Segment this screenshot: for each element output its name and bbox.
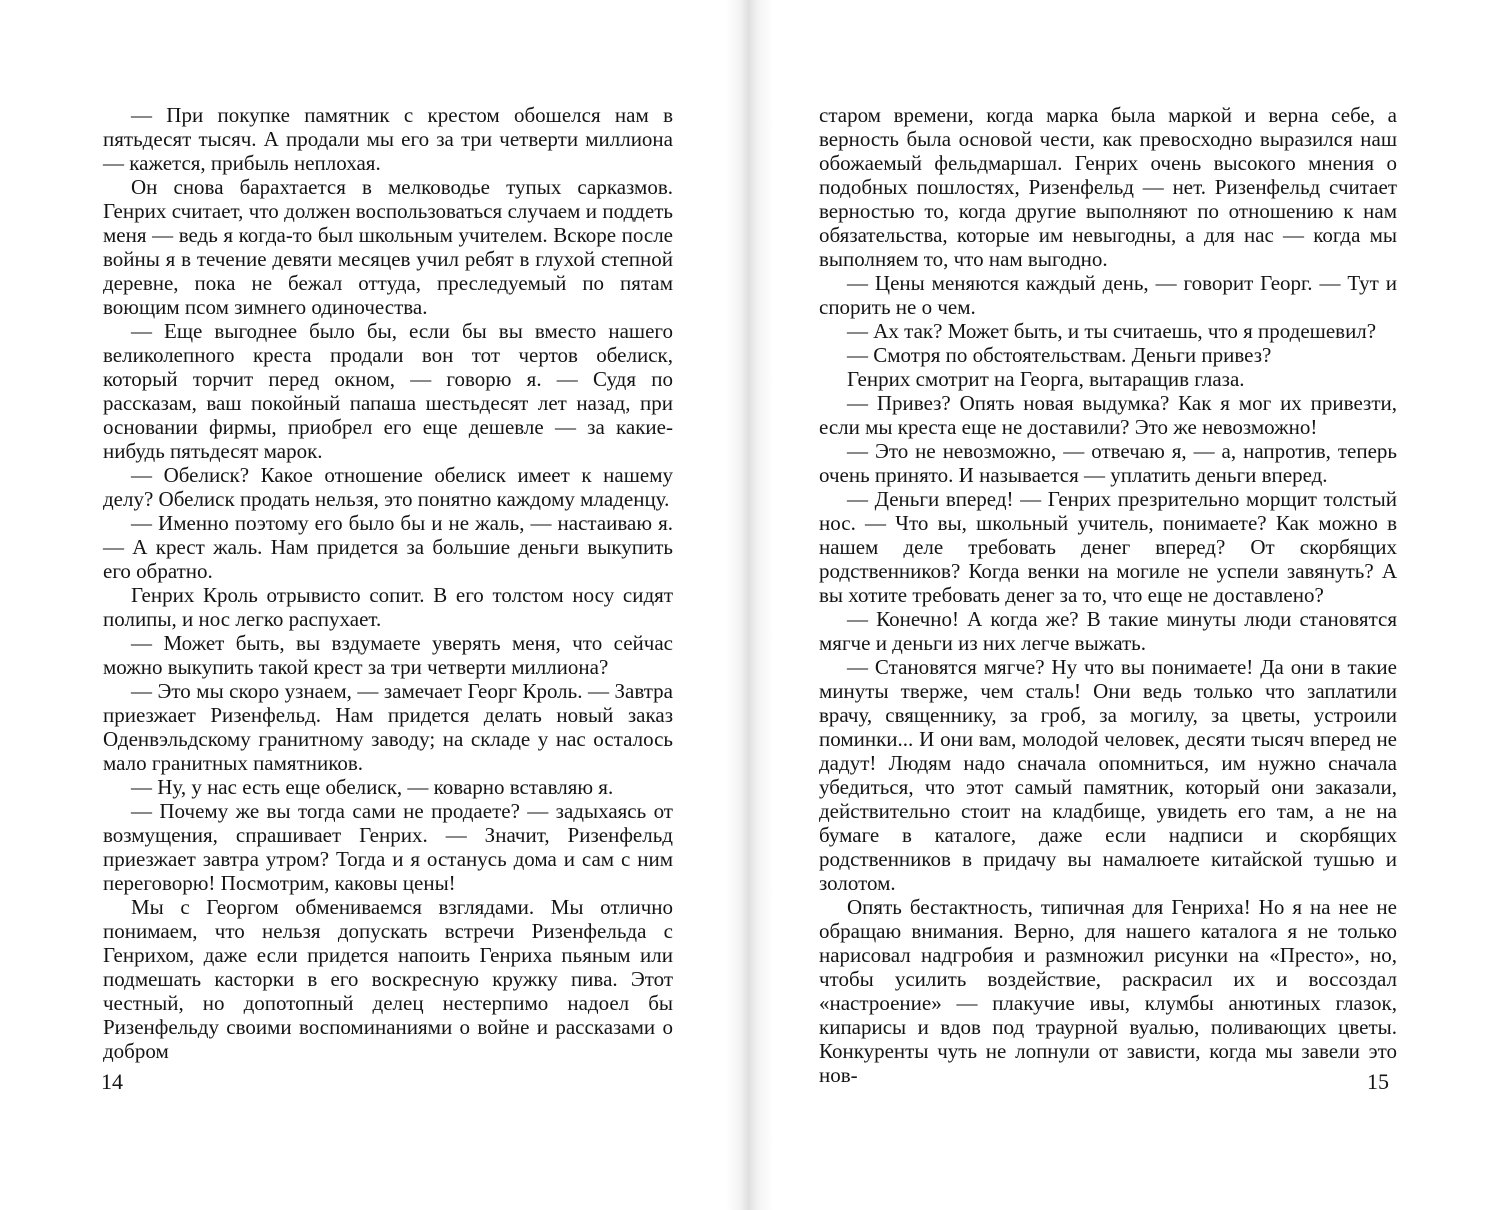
paragraph-continued: старом времени, когда марка была маркой и верна себе, а верность была основой чести, как превосходно выразился наш обожаемый фельдмаршал. Генрих очень высокого мнения о подобных пошлостях, Ризенфельд — нет. Ризенфельд считает верностью то, когда другие выполняют по отношению к нам обязательства, которые им невыгодны, а для нас — когда мы выполняем то, что нам выгодно. xyxy=(819,103,1397,271)
paragraph: — Может быть, вы вздумаете уверять меня, что сейчас можно выкупить такой крест за три четверти миллиона? xyxy=(103,631,673,679)
paragraph: — Становятся мягче? Ну что вы понимаете! Да они в такие минуты тверже, чем сталь! Они ведь только что заплатили врачу, священнику, за гроб, за могилу, за цветы, устроили поминки... И они вам, молодой человек, десяти тысяч вперед не дадут! Людям надо сначала опомниться, им нужно сначала убедиться, что этот самый памятник, который они заказали, действительно стоит на кладбище, увидеть его там, а не на бумаге в каталоге, даже если надписи и скорбящих родственников в придачу вы намалюете китайской тушью и золотом. xyxy=(819,655,1397,895)
paragraph: — Привез? Опять новая выдумка? Как я мог их привезти, если мы креста еще не доставили? Это же невозможно! xyxy=(819,391,1397,439)
paragraph: — Это мы скоро узнаем, — замечает Георг Кроль. — Завтра приезжает Ризенфельд. Нам придется делать новый заказ Оденвэльдскому гранитному заводу; на складе у нас осталось мало гранитных памятников. xyxy=(103,679,673,775)
paragraph: Генрих смотрит на Георга, вытаращив глаза. xyxy=(847,367,1245,391)
left-page-text xyxy=(103,103,673,1063)
paragraph: — При покупке памятник с крестом обошелся нам в пятьдесят тысяч. А продали мы его за три четверти миллиона — кажется, прибыль неплохая. xyxy=(103,103,673,175)
left-page xyxy=(0,0,745,1210)
page-number-right: 15 xyxy=(1367,1069,1389,1094)
paragraph: — Цены меняются каждый день, — говорит Георг. — Тут и спорить не о чем. xyxy=(819,271,1397,319)
page-number-left: 14 xyxy=(101,1069,123,1094)
paragraph: Генрих Кроль отрывисто сопит. В его толстом носу сидят полипы, и нос легко распухает. xyxy=(103,583,673,631)
paragraph: — Это не невозможно, — отвечаю я, — а, напротив, теперь очень принято. И называется — уплатить деньги вперед. xyxy=(819,439,1397,487)
paragraph: — Деньги вперед! — Генрих презрительно морщит толстый нос. — Что вы, школьный учитель, понимаете? Как можно в нашем деле требовать денег вперед? От скорбящих родственников? Когда венки на могиле не успели завянуть? А вы хотите требовать денег за то, что еще не доставлено? xyxy=(819,487,1397,607)
paragraph: Он снова барахтается в мелководье тупых сарказмов. Генрих считает, что должен воспользоваться случаем и поддеть меня — ведь я когда-то был школьным учителем. Вскоре после войны я в течение девяти месяцев учил ребят в глухой степной деревне, пока не бежал оттуда, преследуемый по пятам воющим псом зимнего одиночества. xyxy=(103,175,673,319)
paragraph: — Почему же вы тогда сами не продаете? — задыхаясь от возмущения, спрашивает Генрих. — Значит, Ризенфельд приезжает завтра утром? Тогда и я останусь дома и сам с ним переговорю! Посмотрим, каковы цены! xyxy=(103,799,673,895)
paragraph: — Смотря по обстоятельствам. Деньги привез? xyxy=(847,343,1272,367)
paragraph: — Еще выгоднее было бы, если бы вы вместо нашего великолепного креста продали вон тот чертов обелиск, который торчит перед окном, — говорю я. — Судя по рассказам, ваш покойный папаша шестьдесят лет назад, при основании фирмы, приобрел его еще дешевле — за какие-нибудь пятьдесят марок. xyxy=(103,319,673,463)
paragraph: — Ах так? Может быть, и ты считаешь, что я продешевил? xyxy=(847,319,1377,343)
paragraph: Опять бестактность, типичная для Генриха! Но я на нее не обращаю внимания. Верно, для нашего каталога я не только нарисовал надгробия и размножил рисунки на «Престо», но, чтобы усилить воздействие, раскрасил их и воссоздал «настроение» — плакучие ивы, клумбы анютиных глазок, кипарисы и вдов под траурной вуалью, поливающих цветы. Конкуренты чуть не лопнули от зависти, когда мы завели это нов- xyxy=(819,895,1397,1087)
paragraph: Мы с Георгом обмениваемся взглядами. Мы отлично понимаем, что нельзя допускать встречи Ризенфельда с Генрихом, даже если придется напоить Генриха пьяным или подмешать касторки в его воскресную кружку пива. Этот честный, но допотопный делец нестерпимо надоел бы Ризенфельду своими воспоминаниями о войне и рассказами о добром xyxy=(103,895,673,1063)
right-page xyxy=(755,0,1500,1210)
paragraph: — Обелиск? Какое отношение обелиск имеет к нашему делу? Обелиск продать нельзя, это понятно каждому младенцу. xyxy=(103,463,673,511)
paragraph: — Ну, у нас есть еще обелиск, — коварно вставляю я. xyxy=(131,775,614,799)
paragraph: — Конечно! А когда же? В такие минуты люди становятся мягче и деньги из них легче выжать. xyxy=(819,607,1397,655)
right-page-text xyxy=(819,103,1397,1087)
paragraph: — Именно поэтому его было бы и не жаль, — настаиваю я. — А крест жаль. Нам придется за большие деньги выкупить его обратно. xyxy=(103,511,673,583)
